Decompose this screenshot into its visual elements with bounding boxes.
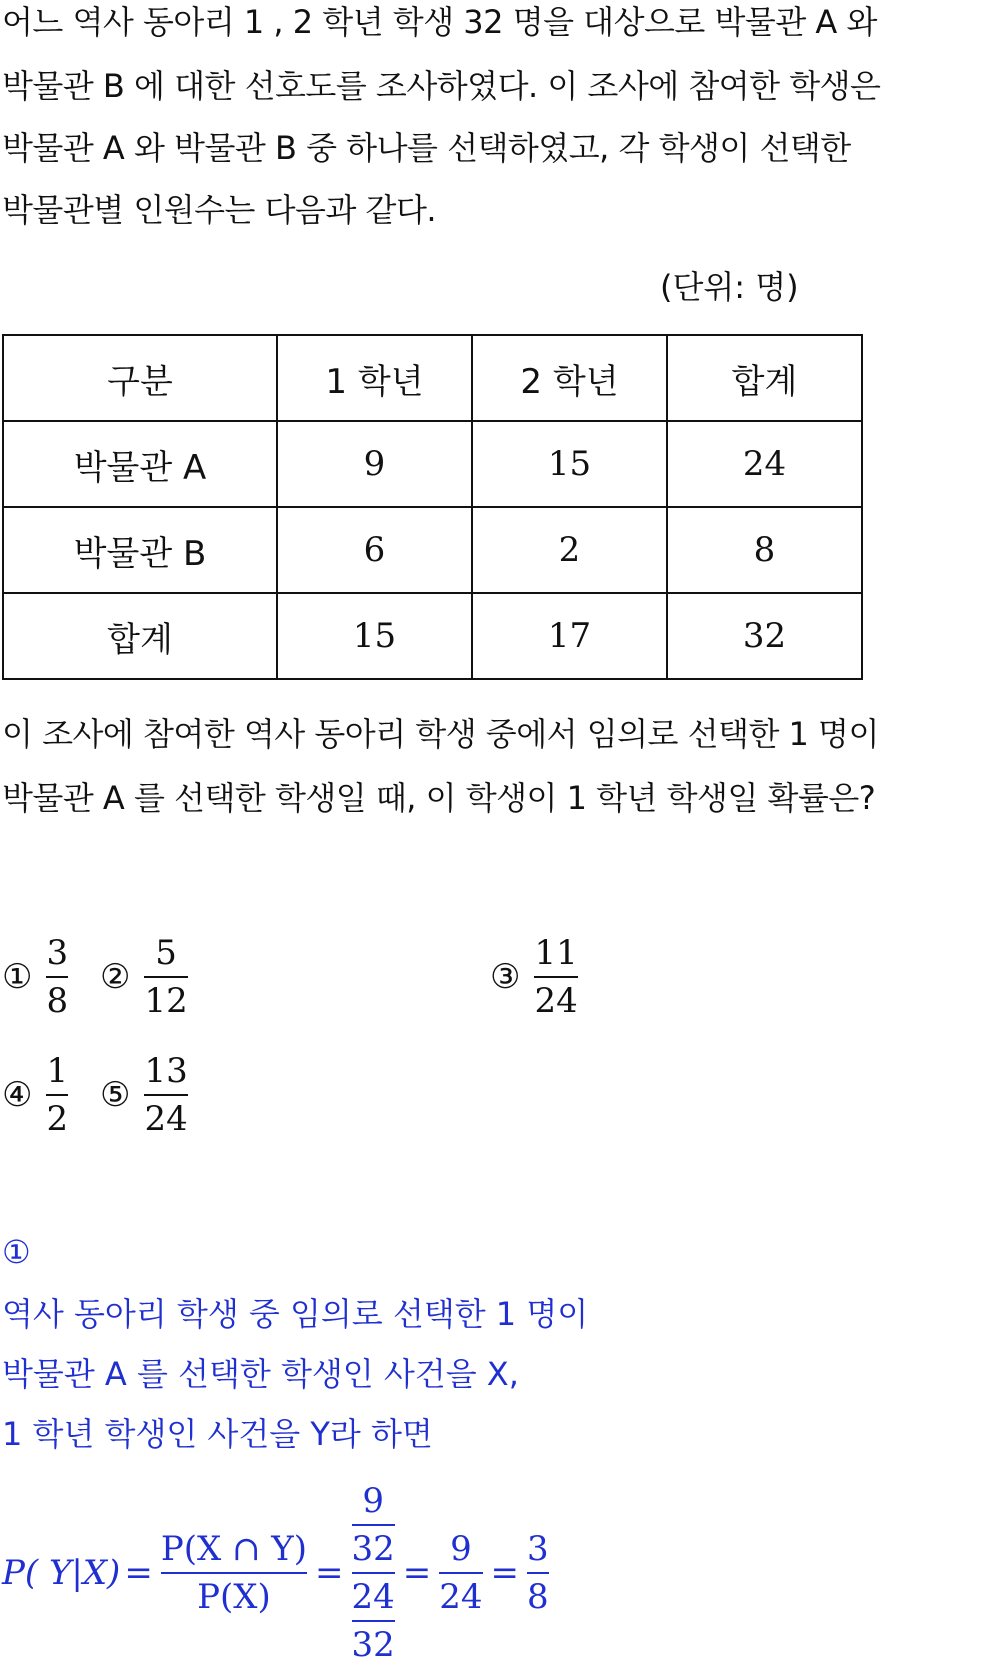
simplified-fraction xyxy=(439,1526,482,1620)
choice-marker: ① xyxy=(2,957,33,997)
equals-sign: = xyxy=(402,1553,432,1593)
solution-line-2: 박물관 A 를 선택한 학생인 사건을 X, xyxy=(2,1355,519,1393)
fraction-numerator: P(X ∩ Y) xyxy=(160,1529,307,1569)
fraction-denominator: 32 xyxy=(351,1529,395,1569)
choice-marker: ③ xyxy=(490,957,521,997)
conditional-probability-lhs: P( Y|X) xyxy=(2,1553,121,1593)
inner-fraction-bottom xyxy=(352,1574,395,1668)
problem-line-4: 박물관별 인원수는 다음과 같다. xyxy=(2,191,437,229)
table-cell: 32 xyxy=(667,593,862,679)
table-cell: 9 xyxy=(277,421,472,507)
table-header-cell: 합계 xyxy=(667,335,862,421)
fraction-denominator: 8 xyxy=(46,981,69,1021)
final-fraction xyxy=(527,1526,549,1620)
fraction-denominator: 8 xyxy=(527,1577,549,1617)
fraction-denominator: 24 xyxy=(144,1099,188,1139)
fraction-denominator: P(X) xyxy=(197,1577,271,1617)
table-cell: 17 xyxy=(472,593,667,679)
choice-1[interactable] xyxy=(2,930,72,1024)
fraction-numerator: 3 xyxy=(527,1529,549,1569)
fraction-denominator: 2 xyxy=(46,1099,69,1139)
fraction-numerator: 11 xyxy=(534,933,578,973)
table-cell: 15 xyxy=(472,421,667,507)
problem-line-2: 박물관 B 에 대한 선호도를 조사하였다. 이 조사에 참여한 학생은 xyxy=(2,67,881,105)
solution-line-3: 1 학년 학생인 사건을 Y라 하면 xyxy=(2,1415,433,1453)
inner-fraction-top xyxy=(352,1478,395,1572)
table-row xyxy=(3,421,862,507)
choice-marker: ② xyxy=(100,957,131,997)
fraction-numerator: 5 xyxy=(155,933,177,973)
museum-preference-table xyxy=(2,334,863,680)
solution-answer: ① xyxy=(2,1233,31,1271)
table-row xyxy=(3,507,862,593)
fraction-denominator: 24 xyxy=(439,1577,483,1617)
choice-4[interactable] xyxy=(2,1048,72,1142)
table-header-row xyxy=(3,335,862,421)
table-header-cell: 2 학년 xyxy=(472,335,667,421)
fraction-numerator: 24 xyxy=(351,1577,395,1617)
fraction-numerator: 3 xyxy=(46,933,69,973)
question-line-1: 이 조사에 참여한 역사 동아리 학생 중에서 임의로 선택한 1 명이 xyxy=(2,715,879,753)
choice-fraction xyxy=(46,1048,68,1142)
table-cell: 2 xyxy=(472,507,667,593)
problem-line-3: 박물관 A 와 박물관 B 중 하나를 선택하였고, 각 학생이 선택한 xyxy=(2,129,851,167)
compound-fraction xyxy=(352,1478,395,1668)
equals-sign: = xyxy=(490,1553,520,1593)
fraction-denominator: 24 xyxy=(534,981,578,1021)
table-row xyxy=(3,593,862,679)
fraction-numerator: 1 xyxy=(46,1051,69,1091)
choice-fraction xyxy=(144,930,187,1024)
solution-line-1: 역사 동아리 학생 중 임의로 선택한 1 명이 xyxy=(2,1295,589,1333)
unit-label: (단위: 명) xyxy=(660,268,799,306)
probability-fraction xyxy=(161,1526,307,1620)
choice-3[interactable] xyxy=(490,930,582,1024)
table-header-cell: 구분 xyxy=(3,335,277,421)
table-cell: 8 xyxy=(667,507,862,593)
equals-sign: = xyxy=(124,1553,153,1593)
table-row-label: 합계 xyxy=(3,593,277,679)
fraction-denominator: 32 xyxy=(351,1625,395,1665)
table-header-cell: 1 학년 xyxy=(277,335,472,421)
table-row-label: 박물관 A xyxy=(3,421,277,507)
choice-fraction xyxy=(534,930,577,1024)
choice-2[interactable] xyxy=(100,930,192,1024)
choice-marker: ④ xyxy=(2,1075,33,1115)
choice-5[interactable] xyxy=(100,1048,192,1142)
question-line-2: 박물관 A 를 선택한 학생일 때, 이 학생이 1 학년 학생일 확률은? xyxy=(2,779,876,817)
table-cell: 24 xyxy=(667,421,862,507)
fraction-numerator: 9 xyxy=(450,1529,472,1569)
table-row-label: 박물관 B xyxy=(3,507,277,593)
problem-line-1: 어느 역사 동아리 1 , 2 학년 학생 32 명을 대상으로 박물관 A 와 xyxy=(2,3,877,41)
fraction-denominator: 12 xyxy=(144,981,188,1021)
choice-fraction xyxy=(144,1048,187,1142)
fraction-numerator: 13 xyxy=(144,1051,188,1091)
solution-equation xyxy=(2,1478,553,1668)
table-cell: 6 xyxy=(277,507,472,593)
choice-marker: ⑤ xyxy=(100,1075,131,1115)
choice-fraction xyxy=(46,930,68,1024)
table-cell: 15 xyxy=(277,593,472,679)
equals-sign: = xyxy=(315,1553,344,1593)
fraction-numerator: 9 xyxy=(362,1481,384,1521)
